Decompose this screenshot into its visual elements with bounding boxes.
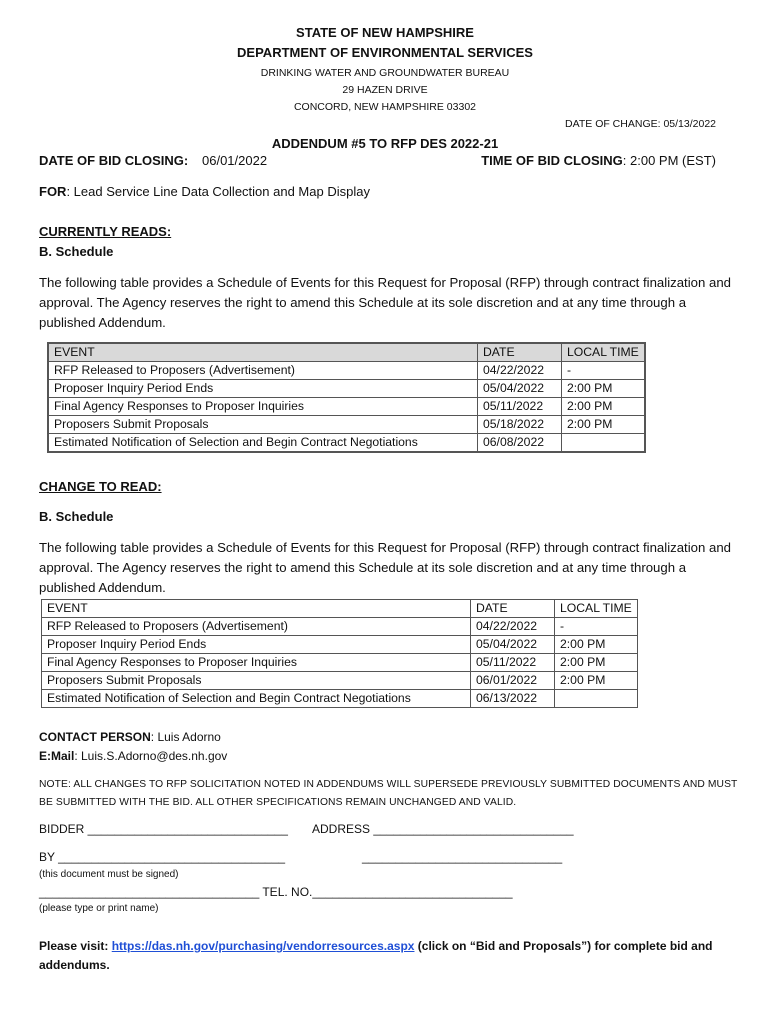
table-cell: Final Agency Responses to Proposer Inquiries bbox=[48, 398, 478, 416]
table-row bbox=[48, 380, 645, 398]
table-row bbox=[42, 654, 638, 672]
table-header-cell: EVENT bbox=[48, 343, 478, 362]
print-note: (please type or print name) bbox=[39, 903, 159, 914]
bureau-line: DRINKING WATER AND GROUNDWATER BUREAU bbox=[260, 67, 510, 79]
table-cell: 2:00 PM bbox=[555, 636, 638, 654]
address-line-2: CONCORD, NEW HAMPSHIRE 03302 bbox=[293, 101, 477, 113]
table-cell: 2:00 PM bbox=[562, 398, 645, 416]
table-cell: - bbox=[555, 618, 638, 636]
contact-person-value: : Luis Adorno bbox=[150, 730, 221, 744]
footer-suffix: (click on “Bid and Proposals”) for complete bid and addendums. bbox=[39, 939, 713, 972]
address-line: ADDRESS ______________________________ bbox=[312, 822, 574, 836]
bid-closing-date-value: 06/01/2022 bbox=[202, 153, 268, 168]
table-header-row bbox=[42, 600, 638, 618]
table-cell: Estimated Notification of Selection and Begin Contract Negotiations bbox=[42, 690, 471, 708]
bidder-line: BIDDER ______________________________ bbox=[39, 822, 288, 836]
table-cell: RFP Released to Proposers (Advertisement) bbox=[42, 618, 471, 636]
table-header-cell: LOCAL TIME bbox=[562, 343, 645, 362]
table-cell: 06/08/2022 bbox=[478, 434, 562, 453]
for-label: FOR bbox=[39, 184, 67, 199]
currently-reads-subheading: B. Schedule bbox=[39, 244, 114, 259]
currently-reads-heading: CURRENTLY READS: bbox=[39, 224, 172, 239]
change-to-read-subheading: B. Schedule bbox=[39, 509, 114, 524]
for-value: : Lead Service Line Data Collection and Map Display bbox=[66, 184, 370, 199]
bid-closing-time-label: TIME OF BID CLOSING bbox=[481, 153, 623, 168]
table-cell: Estimated Notification of Selection and Begin Contract Negotiations bbox=[48, 434, 478, 453]
table-cell: 05/04/2022 bbox=[478, 380, 562, 398]
contact-email bbox=[39, 749, 227, 763]
table-cell: 05/11/2022 bbox=[478, 398, 562, 416]
table-cell: Proposer Inquiry Period Ends bbox=[48, 380, 478, 398]
contact-person-label: CONTACT PERSON bbox=[39, 730, 151, 744]
name-tel-line: _________________________________ TEL. NO.______________________________ bbox=[39, 885, 513, 899]
table-cell bbox=[562, 434, 645, 453]
table-cell: Proposers Submit Proposals bbox=[42, 672, 471, 690]
table-header-cell: LOCAL TIME bbox=[555, 600, 638, 618]
footer-prefix: Please visit: bbox=[39, 939, 112, 953]
address-line-1: 29 HAZEN DRIVE bbox=[342, 84, 428, 96]
table-cell: - bbox=[562, 362, 645, 380]
table-row bbox=[42, 690, 638, 708]
table-row bbox=[42, 636, 638, 654]
table-cell: Final Agency Responses to Proposer Inquiries bbox=[42, 654, 471, 672]
table-row bbox=[48, 416, 645, 434]
table-row bbox=[48, 398, 645, 416]
table-cell: 2:00 PM bbox=[562, 380, 645, 398]
table-cell: 04/22/2022 bbox=[471, 618, 555, 636]
table-cell: 06/01/2022 bbox=[471, 672, 555, 690]
bid-closing-time-value: : 2:00 PM (EST) bbox=[622, 153, 716, 168]
by-line: BY __________________________________ bbox=[39, 850, 286, 864]
table-cell: 05/11/2022 bbox=[471, 654, 555, 672]
table-header-cell: EVENT bbox=[42, 600, 471, 618]
contact-person bbox=[39, 730, 221, 744]
table-cell: 2:00 PM bbox=[555, 672, 638, 690]
bid-closing-time bbox=[481, 153, 716, 168]
table-cell: 2:00 PM bbox=[562, 416, 645, 434]
date-of-change: DATE OF CHANGE: 05/13/2022 bbox=[565, 118, 716, 130]
signed-note: (this document must be signed) bbox=[39, 869, 179, 880]
table-cell: 06/13/2022 bbox=[471, 690, 555, 708]
change-to-read-paragraph: The following table provides a Schedule of Events for this Request for Proposal (RFP) through contract finalization and approval. The Agency reserves the right to amend this Schedule at its sole discretion and at any time through a published Addendum. bbox=[39, 540, 731, 595]
table-cell: 05/04/2022 bbox=[471, 636, 555, 654]
address-line-2-blank: ______________________________ bbox=[362, 850, 563, 864]
table-cell: RFP Released to Proposers (Advertisement) bbox=[48, 362, 478, 380]
for-line bbox=[39, 184, 370, 199]
table-row bbox=[48, 362, 645, 380]
table-cell: 2:00 PM bbox=[555, 654, 638, 672]
table-header-row bbox=[48, 343, 645, 362]
note-text: NOTE: ALL CHANGES TO RFP SOLICITATION NOTED IN ADDENDUMS WILL SUPERSEDE PREVIOUSLY SUBMITTED DOCUMENTS AND MUST BE SUBMITTED WITH THE BID. ALL OTHER SPECIFICATIONS REMAIN UNCHANGED AND VALID. bbox=[39, 779, 738, 808]
table-cell: 05/18/2022 bbox=[478, 416, 562, 434]
table-cell: Proposer Inquiry Period Ends bbox=[42, 636, 471, 654]
currently-reads-paragraph: The following table provides a Schedule of Events for this Request for Proposal (RFP) through contract finalization and approval. The Agency reserves the right to amend this Schedule at its sole discretion and at any time through a published Addendum. bbox=[39, 275, 731, 330]
table-cell bbox=[555, 690, 638, 708]
table-row bbox=[48, 434, 645, 453]
state-heading: STATE OF NEW HAMPSHIRE bbox=[296, 25, 474, 40]
table-cell: 04/22/2022 bbox=[478, 362, 562, 380]
schedule-table-current bbox=[47, 342, 646, 453]
table-header-cell: DATE bbox=[471, 600, 555, 618]
table-cell: Proposers Submit Proposals bbox=[48, 416, 478, 434]
department-heading: DEPARTMENT OF ENVIRONMENTAL SERVICES bbox=[237, 45, 533, 60]
bid-closing-date-label: DATE OF BID CLOSING: bbox=[39, 153, 189, 168]
change-to-read-heading: CHANGE TO READ: bbox=[39, 479, 162, 494]
table-header-cell: DATE bbox=[478, 343, 562, 362]
footer-visit bbox=[39, 937, 739, 975]
vendor-resources-link[interactable]: https://das.nh.gov/purchasing/vendorresources.aspx bbox=[111, 939, 415, 953]
contact-email-value: : Luis.S.Adorno@des.nh.gov bbox=[74, 749, 228, 763]
schedule-table-revised bbox=[41, 599, 638, 708]
table-row bbox=[42, 618, 638, 636]
contact-email-label: E:Mail bbox=[39, 749, 75, 763]
addendum-title: ADDENDUM #5 TO RFP DES 2022-21 bbox=[271, 136, 499, 151]
table-row bbox=[42, 672, 638, 690]
